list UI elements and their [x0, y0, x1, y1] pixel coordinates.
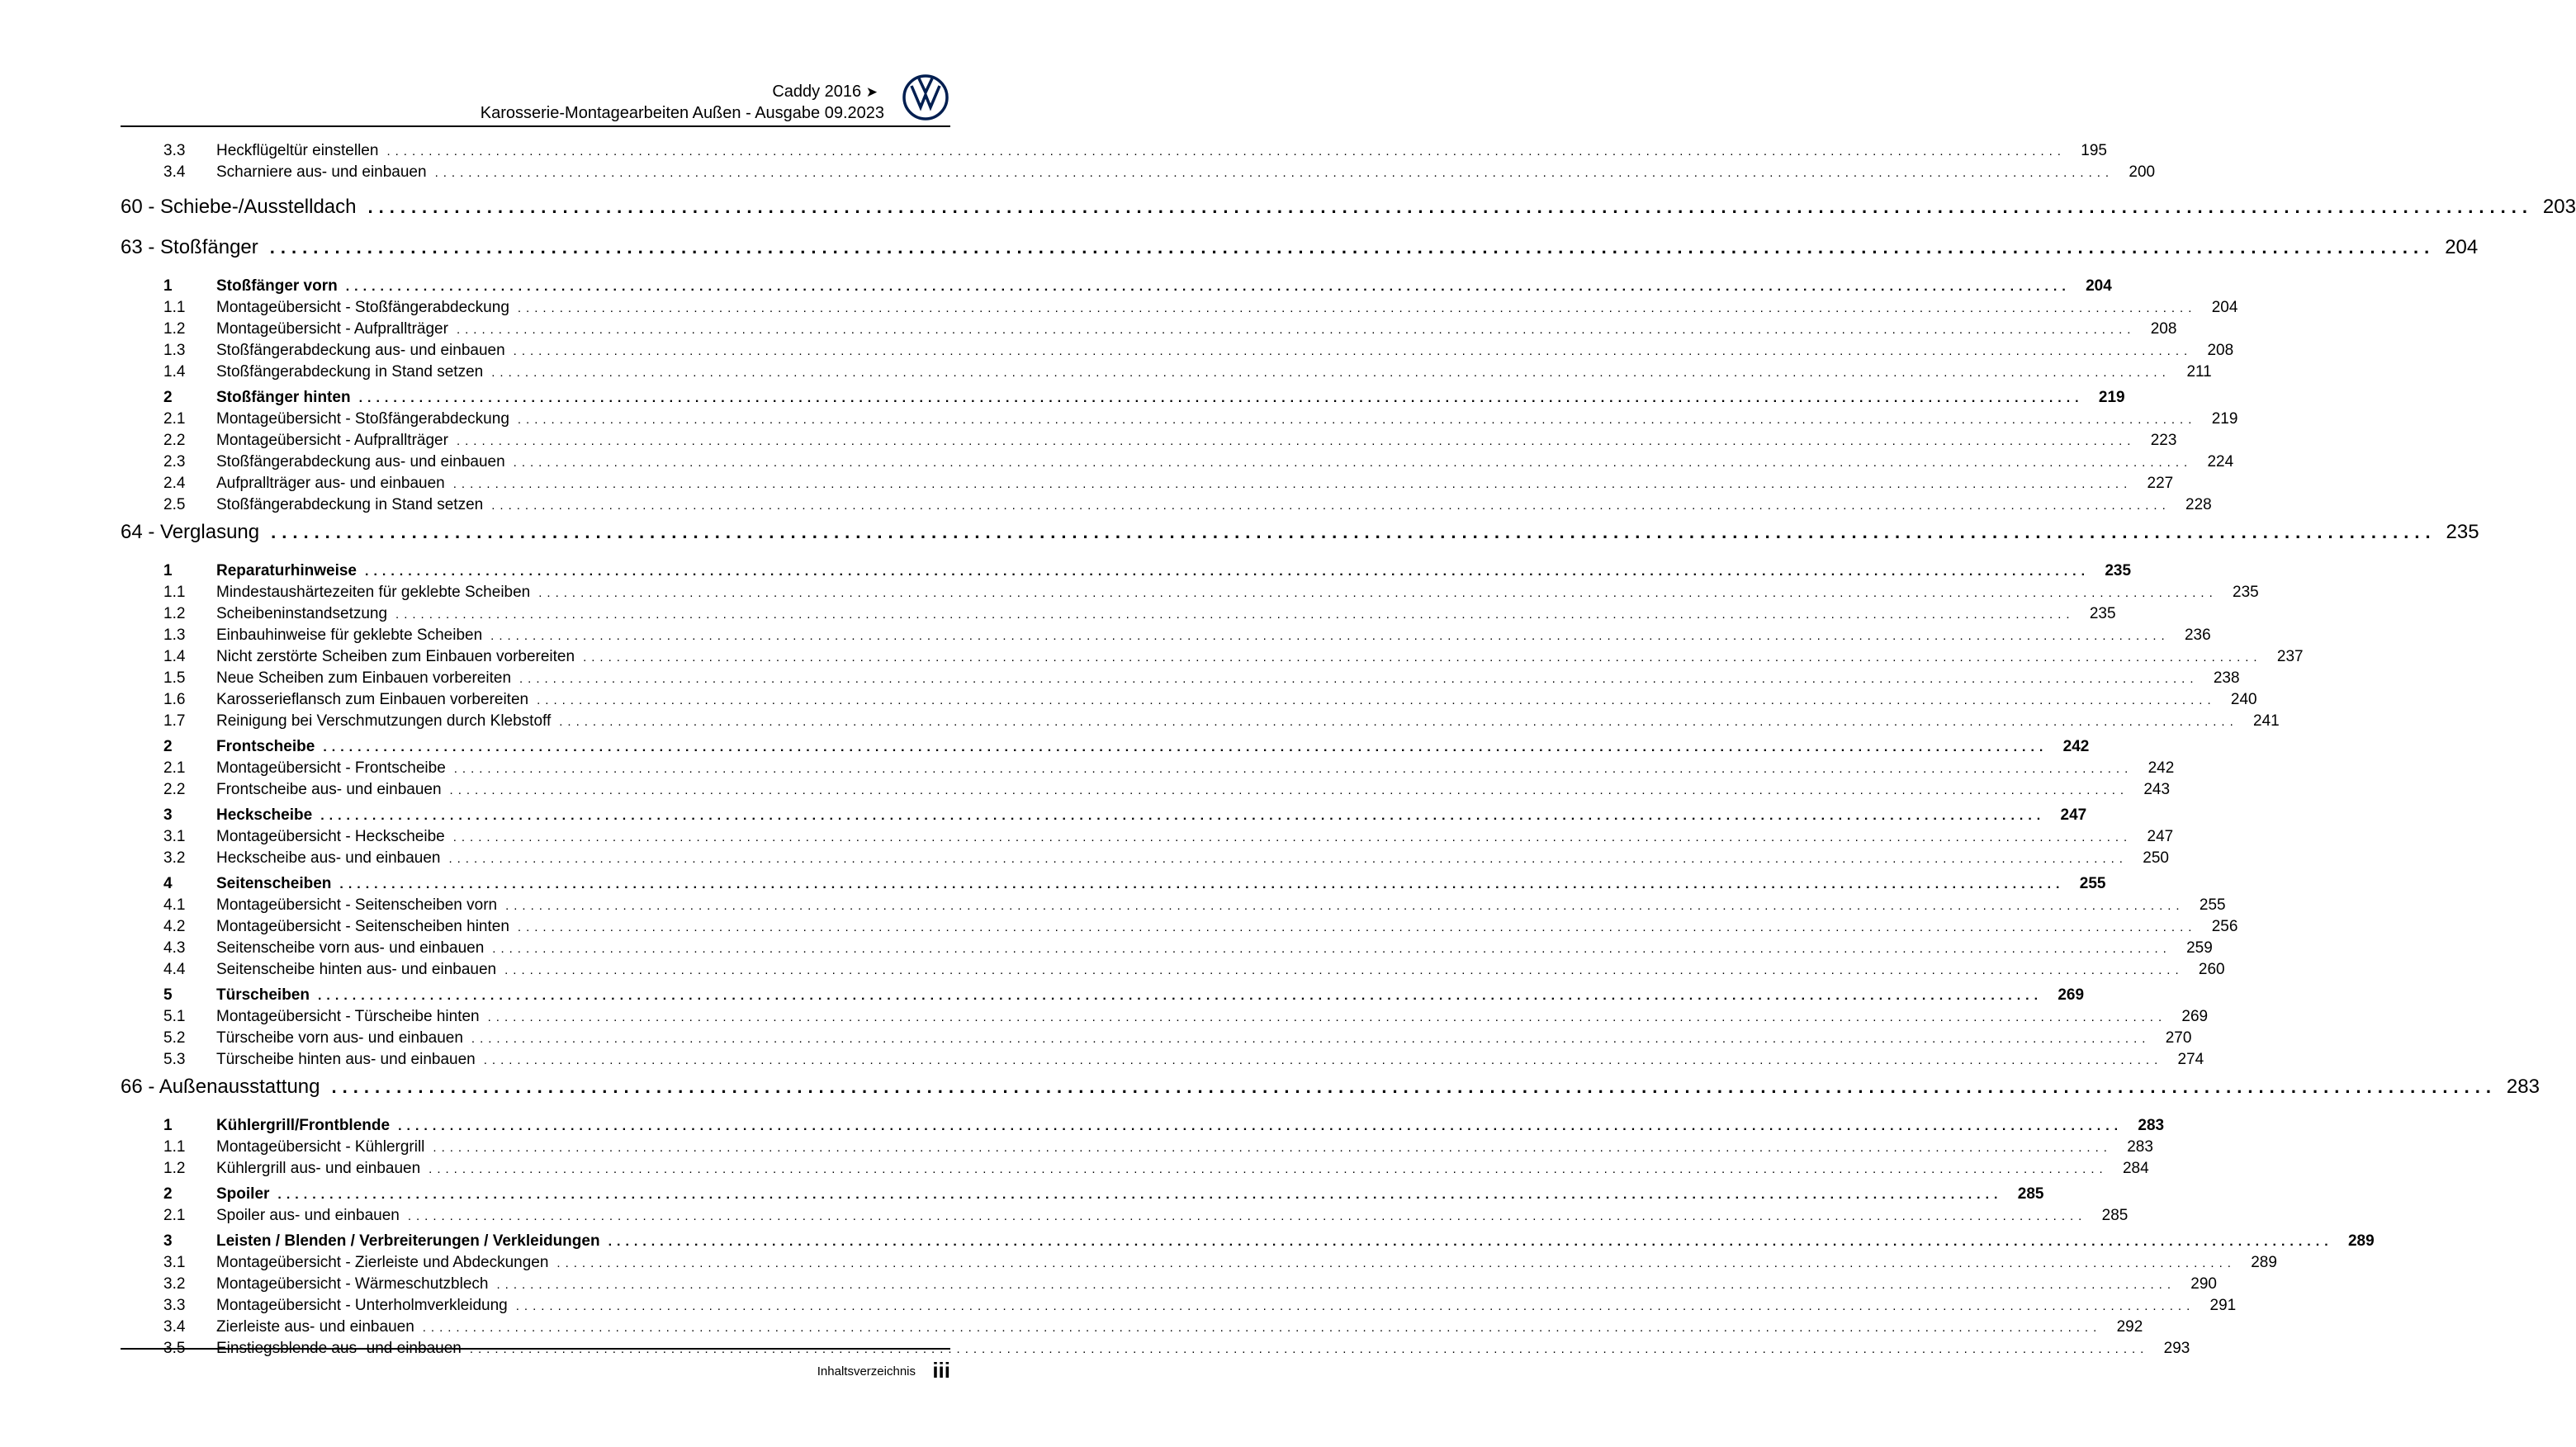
toc-entry-title: Montageübersicht - Frontscheibe [216, 759, 446, 777]
dot-leader: ........................................................................................................................................................................................................ [456, 434, 2136, 448]
toc-entry-title: Montageübersicht - Stoßfängerabdeckung [216, 299, 509, 316]
toc-entry-number: 2.2 [163, 781, 186, 798]
toc-entry-page: 211 [2186, 363, 2212, 381]
toc-entry-title: 63 - Stoßfänger [121, 236, 258, 258]
toc-entry-title: Mindestaushärtezeiten für geklebte Scheiben [216, 584, 531, 601]
dot-leader: ........................................................................................................................................................................................................ [453, 762, 2133, 776]
toc-entry-number: 3.2 [163, 849, 186, 867]
toc-entry[interactable] [121, 1318, 2143, 1340]
toc-entry-title: Heckflügeltür einstellen [216, 142, 379, 159]
toc-entry-number: 5.3 [163, 1051, 186, 1068]
toc-entry-page: 235 [2105, 562, 2132, 579]
dot-leader: ........................................................................................................................................................................................................ [504, 963, 2184, 977]
toc-entry-number: 3.3 [163, 1297, 186, 1314]
toc-entry-page: 223 [2150, 432, 2177, 449]
toc-chapter[interactable] [121, 518, 2479, 558]
toc-entry-page: 290 [2190, 1275, 2217, 1293]
dot-leader: ........................................................................................................................................................................................................ [483, 1053, 2163, 1067]
toc-entry-page: 255 [2079, 875, 2106, 892]
dot-leader: ........................................................................................................................................................................................................ [513, 456, 2193, 470]
toc-entry-title: Aufprallträger aus- und einbauen [216, 475, 445, 492]
toc-entry-number: 4.2 [163, 918, 186, 935]
toc-entry-title: Frontscheibe [216, 738, 315, 755]
toc-entry-number: 5 [163, 986, 173, 1004]
toc-entry-title: Montageübersicht - Heckscheibe [216, 828, 445, 845]
dot-leader: ........................................................................................................................................................................................................ [434, 166, 2114, 180]
toc-entry-number: 2.1 [163, 1207, 186, 1224]
toc-entry-number: 3.4 [163, 163, 186, 181]
toc-entry[interactable] [121, 918, 2238, 939]
toc-entry-page: 285 [2017, 1185, 2044, 1203]
toc-entry-title: Montageübersicht - Kühlergrill [216, 1138, 425, 1156]
toc-entry-number: 2.4 [163, 475, 186, 492]
toc-entry-page: 260 [2198, 961, 2225, 978]
toc-entry-title: Spoiler [216, 1185, 270, 1203]
toc-entry-page: 242 [2062, 738, 2090, 755]
dot-leader: ........................................................................................................................................................................................................ [538, 586, 2218, 600]
toc-entry[interactable] [121, 320, 2177, 342]
toc-entry-page: 256 [2211, 918, 2238, 935]
dot-leader: ........................................................................................................................................................................................................ [323, 740, 2048, 754]
dot-leader: ........................................................................................................................................................................................................ [487, 1010, 2167, 1024]
toc-entry-page: 283 [2138, 1117, 2165, 1134]
toc-section[interactable] [121, 875, 2106, 896]
page-footer [121, 1348, 950, 1383]
toc-entry-page: 259 [2186, 939, 2213, 957]
header-model-text: Caddy 2016 [772, 83, 862, 101]
dot-leader: ........................................................................................................................................................................................................ [345, 280, 2071, 294]
toc-entry-page: 204 [2086, 277, 2112, 295]
toc-entry-page: 204 [2211, 299, 2238, 316]
dot-leader: ........................................................................................................................................................................................................ [449, 783, 2129, 797]
toc-entry-number: 1 [163, 562, 173, 579]
toc-entry-number: 1.3 [163, 627, 186, 644]
toc-entry-number: 2.1 [163, 759, 186, 777]
dot-leader: ........................................................................................................................................................................................................ [407, 1209, 2087, 1223]
toc-entry-page: 208 [2207, 342, 2234, 359]
table-of-contents [121, 142, 2576, 1361]
toc-section[interactable] [121, 1185, 2044, 1207]
toc-entry-title: Seitenscheibe vorn aus- und einbauen [216, 939, 485, 957]
toc-entry[interactable] [121, 828, 2174, 849]
toc-entry[interactable] [121, 453, 2234, 475]
toc-entry[interactable] [121, 669, 2240, 691]
dot-leader: ........................................................................................................................................................................................................ [367, 196, 2533, 217]
dot-leader: ........................................................................................................................................................................................................ [469, 1342, 2149, 1356]
dot-leader: ........................................................................................................................................................................................................ [517, 413, 2197, 427]
toc-entry[interactable] [121, 605, 2116, 627]
toc-entry[interactable] [121, 1297, 2237, 1318]
toc-entry-page: 235 [2233, 584, 2259, 601]
toc-entry[interactable] [121, 961, 2225, 982]
toc-entry-title: Stoßfängerabdeckung aus- und einbauen [216, 342, 505, 359]
toc-entry-page: 236 [2184, 627, 2211, 644]
dot-leader: ........................................................................................................................................................................................................ [608, 1235, 2333, 1249]
toc-entry[interactable] [121, 1138, 2153, 1160]
toc-entry-page: 283 [2506, 1076, 2540, 1098]
toc-entry[interactable] [121, 584, 2259, 605]
toc-entry-title: Türscheibe vorn aus- und einbauen [216, 1029, 463, 1047]
dot-leader: ........................................................................................................................................................................................................ [317, 989, 2043, 1003]
dot-leader: ........................................................................................................................................................................................................ [519, 672, 2199, 686]
toc-entry-title: Scheibeninstandsetzung [216, 605, 388, 622]
toc-section[interactable] [121, 277, 2112, 299]
toc-entry-page: 269 [2181, 1008, 2209, 1025]
toc-section[interactable] [121, 738, 2090, 759]
dot-leader: ........................................................................................................................................................................................................ [496, 1278, 2176, 1292]
toc-entry-title: 60 - Schiebe-/Ausstelldach [121, 196, 357, 218]
toc-entry-number: 1.1 [163, 584, 186, 601]
toc-entry-title: Stoßfänger hinten [216, 389, 351, 406]
toc-entry[interactable] [121, 475, 2174, 496]
arrow-right-icon: ➤ [865, 84, 878, 100]
dot-leader: ........................................................................................................................................................................................................ [556, 1256, 2236, 1270]
toc-entry-number: 2.3 [163, 453, 186, 471]
toc-entry-page: 284 [2122, 1160, 2149, 1177]
toc-entry-number: 1.4 [163, 648, 186, 665]
toc-entry-title: Seitenscheiben [216, 875, 332, 892]
toc-entry-title: Einstiegsblende aus- und einbauen [216, 1340, 462, 1357]
dot-leader: ........................................................................................................................................................................................................ [583, 650, 2262, 664]
toc-entry-number: 4.4 [163, 961, 186, 978]
toc-entry-title: Montageübersicht - Aufprallträger [216, 432, 448, 449]
toc-entry-number: 4.1 [163, 896, 186, 914]
dot-leader: ........................................................................................................................................................................................................ [452, 830, 2133, 844]
toc-entry-number: 3 [163, 1232, 173, 1250]
toc-entry-page: 235 [2446, 521, 2479, 543]
toc-entry-page: 255 [2199, 896, 2226, 914]
toc-entry-title: Türscheibe hinten aus- und einbauen [216, 1051, 476, 1068]
dot-leader: ........................................................................................................................................................................................................ [331, 1076, 2497, 1097]
dot-leader: ........................................................................................................................................................................................................ [471, 1032, 2151, 1046]
toc-entry[interactable] [121, 1029, 2192, 1051]
toc-entry-title: Heckscheibe [216, 806, 313, 824]
toc-entry-title: Montageübersicht - Aufprallträger [216, 320, 448, 338]
toc-entry-page: 291 [2209, 1297, 2237, 1314]
toc-entry-number: 1 [163, 1117, 173, 1134]
toc-section[interactable] [121, 806, 2087, 828]
toc-entry-title: Stoßfängerabdeckung in Stand setzen [216, 363, 484, 381]
dot-leader: ........................................................................................................................................................................................................ [517, 920, 2197, 934]
toc-entry-number: 1.2 [163, 605, 186, 622]
toc-entry-page: 289 [2347, 1232, 2375, 1250]
toc-chapter[interactable] [121, 233, 2479, 273]
dot-leader: ........................................................................................................................................................................................................ [452, 477, 2133, 491]
toc-entry-number: 1.4 [163, 363, 186, 381]
toc-entry-number: 2.2 [163, 432, 186, 449]
toc-entry-title: Heckscheibe aus- und einbauen [216, 849, 441, 867]
dot-leader: ........................................................................................................................................................................................................ [448, 852, 2128, 866]
toc-entry-number: 5.2 [163, 1029, 186, 1047]
dot-leader: ........................................................................................................................................................................................................ [271, 522, 2436, 542]
toc-entry-page: 238 [2213, 669, 2240, 687]
toc-entry-number: 5.1 [163, 1008, 186, 1025]
toc-entry-page: 285 [2101, 1207, 2129, 1224]
toc-entry-number: 1.1 [163, 1138, 186, 1156]
toc-entry-page: 243 [2143, 781, 2171, 798]
toc-entry[interactable] [121, 496, 2212, 518]
toc-entry[interactable] [121, 759, 2175, 781]
toc-entry-number: 3.2 [163, 1275, 186, 1293]
dot-leader: ........................................................................................................................................................................................................ [277, 1188, 2003, 1202]
dot-leader: ........................................................................................................................................................................................................ [491, 499, 2171, 513]
toc-entry-number: 3.3 [163, 142, 186, 159]
toc-entry-number: 4.3 [163, 939, 186, 957]
toc-entry-page: 242 [2147, 759, 2175, 777]
toc-entry[interactable] [121, 648, 2304, 669]
toc-entry-page: 247 [2147, 828, 2174, 845]
dot-leader: ........................................................................................................................................................................................................ [559, 715, 2238, 729]
toc-entry-title: 66 - Außenausstattung [121, 1076, 320, 1098]
toc-entry-number: 1.2 [163, 320, 186, 338]
toc-entry-title: Montageübersicht - Unterholmverkleidung [216, 1297, 508, 1314]
toc-entry-title: Kühlergrill aus- und einbauen [216, 1160, 421, 1177]
toc-entry[interactable] [121, 627, 2211, 648]
toc-entry-page: 219 [2098, 389, 2125, 406]
toc-entry-title: Montageübersicht - Seitenscheiben vorn [216, 896, 498, 914]
toc-entry-page: 269 [2057, 986, 2085, 1004]
toc-entry-number: 1.5 [163, 669, 186, 687]
toc-entry-title: Montageübersicht - Zierleiste und Abdeckungen [216, 1254, 549, 1271]
toc-entry-title: Frontscheibe aus- und einbauen [216, 781, 442, 798]
toc-section[interactable] [121, 986, 2085, 1008]
toc-entry-page: 200 [2129, 163, 2156, 181]
header-subtitle: Karosserie-Montagearbeiten Außen - Ausgabe 09.2023 [480, 104, 884, 122]
toc-entry-page: 219 [2211, 410, 2238, 428]
dot-leader: ........................................................................................................................................................................................................ [395, 608, 2075, 622]
toc-entry[interactable] [121, 299, 2238, 320]
toc-chapter[interactable] [121, 1072, 2540, 1113]
dot-leader: ........................................................................................................................................................................................................ [269, 237, 2436, 258]
toc-entry-title: Stoßfängerabdeckung in Stand setzen [216, 496, 484, 513]
toc-entry-title: Reinigung bei Verschmutzungen durch Klebstoff [216, 712, 552, 730]
header-model [772, 83, 878, 102]
toc-chapter[interactable] [121, 192, 2576, 233]
toc-entry-page: 292 [2116, 1318, 2143, 1336]
toc-entry[interactable] [121, 1008, 2209, 1029]
toc-entry-title: Neue Scheiben zum Einbauen vorbereiten [216, 669, 512, 687]
toc-entry[interactable] [121, 691, 2257, 712]
toc-entry[interactable] [121, 432, 2177, 453]
dot-leader: ........................................................................................................................................................................................................ [429, 1162, 2108, 1176]
toc-entry-title: Spoiler aus- und einbauen [216, 1207, 400, 1224]
toc-entry-number: 1.7 [163, 712, 186, 730]
toc-section[interactable] [121, 562, 2132, 584]
page-header [121, 79, 950, 127]
toc-entry[interactable] [121, 1275, 2217, 1297]
toc-entry-number: 2 [163, 1185, 173, 1203]
dot-leader: ........................................................................................................................................................................................................ [513, 344, 2193, 358]
dot-leader: ........................................................................................................................................................................................................ [505, 899, 2185, 913]
toc-entry-title: Nicht zerstörte Scheiben zum Einbauen vorbereiten [216, 648, 575, 665]
toc-entry-title: Stoßfängerabdeckung aus- und einbauen [216, 453, 505, 471]
dot-leader: ........................................................................................................................................................................................................ [433, 1141, 2112, 1155]
toc-entry-title: Kühlergrill/Frontblende [216, 1117, 391, 1134]
toc-entry[interactable] [121, 142, 2107, 163]
toc-entry[interactable] [121, 1051, 2204, 1072]
toc-entry-number: 1 [163, 277, 173, 295]
dot-leader: ........................................................................................................................................................................................................ [517, 301, 2197, 315]
toc-entry-title: Seitenscheibe hinten aus- und einbauen [216, 961, 497, 978]
toc-entry-page: 270 [2165, 1029, 2192, 1047]
toc-entry[interactable] [121, 410, 2238, 432]
toc-entry-page: 283 [2127, 1138, 2153, 1156]
toc-entry-number: 3 [163, 806, 173, 824]
toc-entry-page: 235 [2089, 605, 2116, 622]
toc-entry-number: 3.5 [163, 1340, 186, 1357]
toc-entry-number: 1.2 [163, 1160, 186, 1177]
toc-entry-number: 3.1 [163, 828, 186, 845]
toc-entry-title: Leisten / Blenden / Verbreiterungen / Verkleidungen [216, 1232, 600, 1250]
toc-entry-number: 1.1 [163, 299, 186, 316]
toc-entry-page: 241 [2253, 712, 2280, 730]
toc-entry-title: Montageübersicht - Türscheibe hinten [216, 1008, 480, 1025]
toc-entry-page: 195 [2081, 142, 2107, 159]
toc-entry-title: Montageübersicht - Wärmeschutzblech [216, 1275, 489, 1293]
toc-entry-number: 1.6 [163, 691, 186, 708]
toc-entry-page: 250 [2143, 849, 2169, 867]
toc-entry-number: 1.3 [163, 342, 186, 359]
toc-section[interactable] [121, 1117, 2165, 1138]
dot-leader: ........................................................................................................................................................................................................ [398, 1119, 2124, 1133]
toc-entry-page: 228 [2185, 496, 2212, 513]
toc-entry[interactable] [121, 342, 2234, 363]
dot-leader: ........................................................................................................................................................................................................ [386, 144, 2066, 158]
toc-entry-title: Türscheiben [216, 986, 310, 1004]
toc-entry-number: 2.5 [163, 496, 186, 513]
toc-entry-title: Scharniere aus- und einbauen [216, 163, 427, 181]
toc-entry[interactable] [121, 163, 2156, 185]
toc-entry-title: 64 - Verglasung [121, 521, 260, 543]
toc-entry-title: Stoßfänger vorn [216, 277, 338, 295]
toc-entry-page: 237 [2276, 648, 2304, 665]
toc-entry-page: 227 [2147, 475, 2174, 492]
dot-leader: ........................................................................................................................................................................................................ [515, 1299, 2195, 1313]
toc-entry-page: 208 [2150, 320, 2177, 338]
toc-entry[interactable] [121, 363, 2212, 385]
toc-entry-page: 204 [2445, 236, 2479, 258]
dot-leader: ........................................................................................................................................................................................................ [492, 942, 2171, 956]
toc-entry-page: 289 [2251, 1254, 2277, 1271]
toc-entry-number: 2 [163, 738, 173, 755]
footer-page-number: iii [932, 1358, 950, 1383]
toc-entry-number: 2.1 [163, 410, 186, 428]
toc-section[interactable] [121, 389, 2125, 410]
toc-entry-number: 4 [163, 875, 173, 892]
dot-leader: ........................................................................................................................................................................................................ [456, 323, 2136, 337]
toc-entry[interactable] [121, 712, 2280, 734]
toc-entry-page: 293 [2163, 1340, 2190, 1357]
toc-entry[interactable] [121, 1160, 2149, 1181]
dot-leader: ........................................................................................................................................................................................................ [358, 391, 2084, 405]
toc-entry-title: Reparaturhinweise [216, 562, 357, 579]
toc-entry[interactable] [121, 896, 2226, 918]
vw-logo-icon [902, 74, 949, 121]
toc-entry-page: 224 [2207, 453, 2234, 471]
dot-leader: ........................................................................................................................................................................................................ [339, 877, 2065, 891]
dot-leader: ........................................................................................................................................................................................................ [320, 809, 2046, 823]
toc-entry-title: Montageübersicht - Seitenscheiben hinten [216, 918, 509, 935]
toc-entry-number: 2 [163, 389, 173, 406]
toc-entry[interactable] [121, 1254, 2277, 1275]
dot-leader: ........................................................................................................................................................................................................ [490, 629, 2170, 643]
toc-entry-number: 3.1 [163, 1254, 186, 1271]
toc-entry[interactable] [121, 781, 2171, 802]
dot-leader: ........................................................................................................................................................................................................ [365, 565, 2091, 579]
toc-entry[interactable] [121, 939, 2213, 961]
toc-entry-title: Karosserieflansch zum Einbauen vorbereiten [216, 691, 529, 708]
toc-entry-page: 240 [2230, 691, 2257, 708]
toc-entry[interactable] [121, 849, 2169, 871]
footer-label: Inhaltsverzeichnis [817, 1364, 916, 1378]
toc-entry[interactable] [121, 1207, 2129, 1228]
toc-entry-page: 274 [2177, 1051, 2204, 1068]
toc-entry-page: 247 [2060, 806, 2087, 824]
toc-entry-title: Einbauhinweise für geklebte Scheiben [216, 627, 483, 644]
dot-leader: ........................................................................................................................................................................................................ [422, 1321, 2102, 1335]
toc-entry-number: 3.4 [163, 1318, 186, 1336]
toc-entry-title: Zierleiste aus- und einbauen [216, 1318, 414, 1336]
dot-leader: ........................................................................................................................................................................................................ [537, 693, 2216, 707]
toc-entry-title: Montageübersicht - Stoßfängerabdeckung [216, 410, 509, 428]
toc-section[interactable] [121, 1232, 2375, 1254]
toc-entry-page: 203 [2542, 196, 2576, 218]
dot-leader: ........................................................................................................................................................................................................ [491, 366, 2171, 380]
